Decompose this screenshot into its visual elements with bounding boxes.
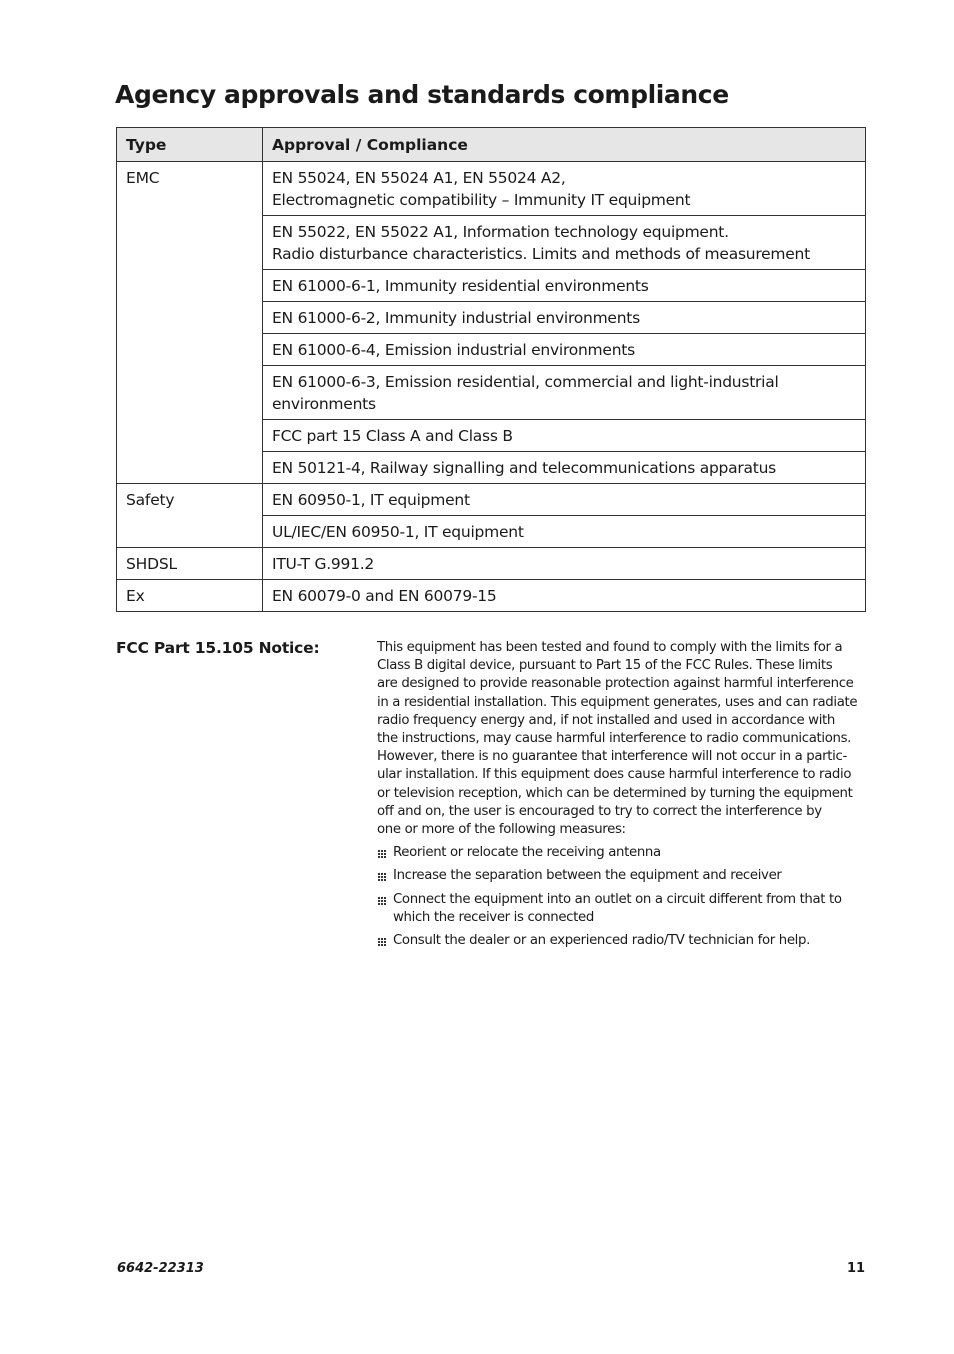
text-line: Electromagnetic compatibility – Immunity IT equipment [272,191,691,209]
compliance-table [116,127,866,612]
text-line: EN 55024, EN 55024 A1, EN 55024 A2, [272,169,566,187]
table-row [117,580,866,612]
text-line: Radio disturbance characteristics. Limits and methods of measurement [272,245,810,263]
text-line: This equipment has been tested and found to comply with the limits for a [377,640,843,655]
approval-cell [263,420,866,452]
type-cell: SHDSL [117,548,263,580]
list-item [377,867,865,885]
approval-cell [263,334,866,366]
text-line: EN 50121-4, Railway signalling and telecommunications apparatus [272,459,776,477]
text-line: EN 61000-6-3, Emission residential, commercial and light-industrial [272,373,779,391]
approval-cell [263,162,866,216]
table-row [117,162,866,216]
table-header-row [117,128,866,162]
text-line: EN 55022, EN 55022 A1, Information technology equipment. [272,223,729,241]
approval-cell [263,484,866,516]
text-line: ITU-T G.991.2 [272,555,375,573]
approval-cell [263,216,866,270]
dot-grid-bullet-icon [377,872,387,882]
fcc-notice-heading: FCC Part 15.105 Notice: [116,639,320,657]
text-line: in a residential installation. This equipment generates, uses and can radiate [377,694,858,710]
text-line: Consult the dealer or an experienced radio/TV technician for help. [393,933,810,949]
text-line: Class B digital device, pursuant to Part 15 of the FCC Rules. These limits [377,658,833,674]
text-line: which the receiver is connected [393,909,594,925]
text-line: or television reception, which can be determined by turning the equipment [377,785,853,801]
text-line: Increase the separation between the equipment and receiver [393,868,782,884]
text-line: radio frequency energy and, if not installed and used in accordance with [377,712,835,728]
approval-cell [263,516,866,548]
list-item [377,891,865,927]
fcc-notice-body [377,639,865,955]
text-line: However, there is no guarantee that interference will not occur in a partic- [377,749,847,765]
table-row [117,548,866,580]
approval-cell [263,548,866,580]
text-line: the instructions, may cause harmful interference to radio communications. [377,731,852,747]
table-body [117,162,866,612]
text-line: Reorient or relocate the receiving antenna [393,845,661,861]
dot-grid-bullet-icon [377,849,387,859]
text-line: Connect the equipment into an outlet on a circuit different from that to [393,891,842,907]
approval-cell [263,580,866,612]
column-header-type: Type [117,128,263,162]
list-item [377,932,865,950]
fcc-notice-paragraph [377,639,865,839]
text-line: EN 60950-1, IT equipment [272,491,470,509]
type-cell: Safety [117,484,263,548]
text-line: FCC part 15 Class A and Class B [272,427,513,445]
document-number: 6642-22313 [117,1261,204,1276]
type-cell: Ex [117,580,263,612]
text-line: one or more of the following measures: [377,822,626,838]
page-number: 11 [847,1261,866,1276]
list-item-text [393,868,782,883]
dot-grid-bullet-icon [377,937,387,947]
text-line: EN 61000-6-4, Emission industrial environments [272,341,635,359]
list-item-text [393,892,842,925]
text-line: EN 61000-6-1, Immunity residential environments [272,277,649,295]
approval-cell [263,270,866,302]
type-cell: EMC [117,162,263,484]
approval-cell [263,452,866,484]
page-title: Agency approvals and standards compliance [115,80,729,109]
list-item-text [393,933,810,948]
text-line: are designed to provide reasonable protection against harmful interference [377,676,854,692]
text-line: EN 60079-0 and EN 60079-15 [272,587,497,605]
text-line: off and on, the user is encouraged to try to correct the interference by [377,803,822,819]
list-item [377,844,865,862]
table-row [117,484,866,516]
dot-grid-bullet-icon [377,896,387,906]
text-line: EN 61000-6-2, Immunity industrial environments [272,309,640,327]
approval-cell [263,302,866,334]
column-header-approval: Approval / Compliance [263,128,866,162]
text-line: UL/IEC/EN 60950-1, IT equipment [272,523,524,541]
list-item-text [393,845,661,860]
measures-list [377,844,865,950]
approval-cell [263,366,866,420]
text-line: environments [272,395,376,413]
text-line: ular installation. If this equipment does cause harmful interference to radio [377,767,852,783]
